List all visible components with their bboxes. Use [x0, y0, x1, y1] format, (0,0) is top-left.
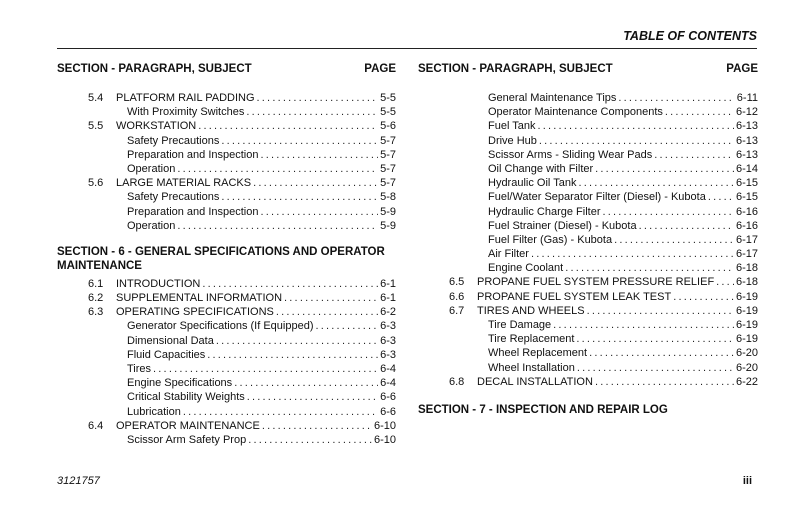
- toc-entry-number: 6.6: [449, 290, 465, 303]
- toc-entry-page: 6-18: [735, 262, 758, 275]
- toc-entry-number: 6.3: [88, 306, 104, 319]
- toc-entry-page: 6-4: [380, 377, 396, 390]
- toc-entry-label: LARGE MATERIAL RACKS: [116, 177, 252, 190]
- toc-entry[interactable]: [418, 105, 758, 119]
- toc-entry-page: 6-10: [373, 433, 396, 446]
- toc-entry-page: 5-9: [380, 205, 396, 218]
- toc-entry[interactable]: [57, 390, 396, 404]
- toc-entry-label: Critical Stability Weights: [127, 391, 245, 404]
- toc-entry-page: 6-6: [380, 391, 396, 404]
- toc-entry-label: Dimensional Data: [127, 334, 214, 347]
- toc-leader-dots: [673, 290, 734, 304]
- toc-entry[interactable]: [57, 419, 396, 433]
- toc-entry-label: Scissor Arm Safety Prop: [127, 433, 247, 446]
- toc-entry-page: 6-22: [735, 375, 758, 388]
- toc-entry[interactable]: [57, 319, 396, 333]
- toc-entry-page: 6-3: [380, 334, 396, 347]
- toc-entry-label: Fuel Filter (Gas) - Kubota: [488, 233, 613, 246]
- toc-entry-label: Hydraulic Oil Tank: [488, 177, 577, 190]
- toc-leader-dots: [538, 119, 734, 133]
- toc-entry-page: 5-5: [380, 92, 396, 104]
- toc-entry-label: Lubrication: [127, 405, 181, 418]
- toc-entry[interactable]: [57, 162, 396, 176]
- toc-entry-label: Oil Change with Filter: [488, 162, 594, 175]
- toc-entry-label: PLATFORM RAIL PADDING: [116, 92, 255, 104]
- toc-leader-dots: [654, 148, 734, 162]
- toc-entry-label: Operation: [127, 219, 176, 232]
- toc-leader-dots: [316, 319, 379, 333]
- toc-entry[interactable]: [57, 291, 396, 305]
- toc-leader-dots: [553, 318, 734, 332]
- column-heading-page: PAGE: [726, 63, 758, 75]
- toc-leader-dots: [614, 233, 734, 247]
- toc-entry-label: Fuel/Water Separator Filter (Diesel) - Kubota: [488, 191, 706, 204]
- toc-entry[interactable]: [57, 433, 396, 447]
- toc-leader-dots: [587, 304, 734, 318]
- toc-entry[interactable]: [418, 233, 758, 247]
- toc-entry-label: Operator Maintenance Components: [488, 106, 663, 119]
- toc-entry-page: 6-10: [373, 419, 396, 432]
- toc-entry[interactable]: [418, 247, 758, 261]
- toc-leader-dots: [153, 362, 378, 376]
- toc-entry-page: 6-13: [735, 148, 758, 161]
- toc-entry[interactable]: [57, 176, 396, 190]
- toc-leader-dots: [531, 247, 734, 261]
- toc-entry-label: Fluid Capacities: [127, 348, 206, 361]
- toc-entry[interactable]: [418, 119, 758, 133]
- toc-entry-label: General Maintenance Tips: [488, 92, 617, 104]
- toc-entry-label: Engine Specifications: [127, 377, 233, 390]
- toc-entry-page: 5-9: [380, 219, 396, 232]
- toc-entry-label: PROPANE FUEL SYSTEM LEAK TEST: [477, 290, 672, 303]
- toc-leader-dots: [183, 405, 378, 419]
- toc-entry[interactable]: [418, 91, 758, 105]
- toc-leader-dots: [595, 375, 734, 389]
- toc-entry[interactable]: [57, 277, 396, 291]
- toc-leader-dots: [221, 134, 378, 148]
- toc-entry-page: 6-3: [380, 320, 396, 333]
- toc-entry-label: Tire Replacement: [488, 333, 575, 346]
- toc-leader-dots: [253, 176, 378, 190]
- toc-entry-label: With Proximity Switches: [127, 106, 245, 119]
- toc-entry-label: Tires: [127, 363, 152, 375]
- toc-entry-label: Preparation and Inspection: [127, 148, 259, 161]
- toc-entry[interactable]: [57, 405, 396, 419]
- toc-column-left: [57, 63, 396, 447]
- toc-entry-label: OPERATING SPECIFICATIONS: [116, 306, 274, 319]
- toc-entry[interactable]: [418, 275, 758, 289]
- toc-entry-label: Wheel Installation: [488, 361, 575, 374]
- toc-entry-page: 5-7: [380, 162, 396, 175]
- toc-entry[interactable]: [418, 290, 758, 304]
- toc-entry[interactable]: [57, 305, 396, 319]
- toc-entry-page: 6-1: [380, 292, 396, 305]
- toc-entry[interactable]: [57, 91, 396, 105]
- toc-entry[interactable]: [57, 362, 396, 376]
- toc-entry[interactable]: [57, 119, 396, 133]
- toc-entry[interactable]: [418, 346, 758, 360]
- toc-leader-dots: [257, 91, 379, 105]
- column-heading-subject: SECTION - PARAGRAPH, SUBJECT: [57, 63, 252, 75]
- toc-entry-page: 6-13: [735, 120, 758, 133]
- toc-entry[interactable]: [418, 148, 758, 162]
- toc-entry-number: 6.7: [449, 304, 465, 317]
- toc-entry-number: 5.6: [88, 177, 104, 190]
- toc-leader-dots: [576, 332, 734, 346]
- toc-entry-number: 5.5: [88, 120, 104, 133]
- toc-entry-page: 6-13: [735, 134, 758, 147]
- toc-leader-dots: [260, 205, 378, 219]
- toc-entry-page: 6-11: [736, 92, 758, 104]
- toc-entry-label: Drive Hub: [488, 134, 537, 147]
- toc-leader-dots: [539, 134, 734, 148]
- toc-entry-page: 6-17: [735, 233, 758, 246]
- toc-entry-page: 6-20: [735, 361, 758, 374]
- toc-entry[interactable]: [418, 332, 758, 346]
- toc-leader-dots: [198, 119, 378, 133]
- toc-entry-number: 6.8: [449, 375, 465, 388]
- toc-entry-page: 6-17: [735, 248, 758, 261]
- toc-entry-label: Safety Precautions: [127, 191, 220, 204]
- column-heading-subject: SECTION - PARAGRAPH, SUBJECT: [418, 63, 613, 75]
- toc-leader-dots: [202, 277, 378, 291]
- toc-entry[interactable]: [418, 134, 758, 148]
- toc-leader-dots: [578, 176, 734, 190]
- toc-entry-page: 5-7: [380, 177, 396, 190]
- column-heading-page: PAGE: [364, 63, 396, 75]
- toc-entry-page: 6-3: [380, 348, 396, 361]
- toc-entry-label: DECAL INSTALLATION: [477, 375, 593, 388]
- toc-entry[interactable]: [418, 219, 758, 233]
- toc-entry-label: Fuel Strainer (Diesel) - Kubota: [488, 219, 637, 232]
- toc-leader-dots: [207, 348, 378, 362]
- toc-entry-page: 5-7: [380, 134, 396, 147]
- toc-column-right: [418, 63, 758, 417]
- toc-entry-page: 6-15: [735, 177, 758, 190]
- document-number: 3121757: [57, 475, 100, 487]
- toc-list-section6-continued: [418, 91, 758, 389]
- toc-entry-page: 6-2: [380, 306, 396, 319]
- toc-entry-page: 6-4: [380, 363, 396, 375]
- toc-leader-dots: [276, 305, 378, 319]
- toc-leader-dots: [602, 205, 733, 219]
- toc-entry[interactable]: [418, 361, 758, 375]
- toc-entry-label: Scissor Arms - Sliding Wear Pads: [488, 148, 653, 161]
- toc-leader-dots: [665, 105, 734, 119]
- toc-leader-dots: [177, 219, 378, 233]
- toc-entry-page: 6-16: [735, 219, 758, 232]
- toc-entry-label: TIRES AND WHEELS: [477, 304, 585, 317]
- toc-entry[interactable]: [57, 376, 396, 390]
- toc-entry-label: Fuel Tank: [488, 120, 536, 133]
- toc-entry[interactable]: [57, 205, 396, 219]
- toc-entry-page: 6-20: [735, 347, 758, 360]
- toc-entry-page: 5-8: [380, 191, 396, 204]
- toc-entry-label: Engine Coolant: [488, 262, 564, 275]
- toc-entry[interactable]: [57, 148, 396, 162]
- toc-entry-label: PROPANE FUEL SYSTEM PRESSURE RELIEF: [477, 276, 715, 289]
- column-header: [57, 63, 396, 79]
- toc-list-section6: [57, 277, 396, 447]
- toc-entry-number: 5.4: [88, 92, 104, 104]
- page-number: iii: [742, 475, 752, 487]
- toc-entry-page: 5-5: [380, 106, 396, 119]
- toc-leader-dots: [618, 91, 734, 105]
- toc-entry-page: 5-6: [380, 120, 396, 133]
- toc-entry-number: 6.5: [449, 276, 465, 289]
- toc-leader-dots: [565, 261, 734, 275]
- toc-entry[interactable]: [418, 190, 758, 204]
- toc-entry[interactable]: [57, 219, 396, 233]
- toc-entry-page: 6-18: [735, 276, 758, 289]
- toc-entry[interactable]: [418, 375, 758, 389]
- toc-leader-dots: [247, 390, 378, 404]
- toc-entry[interactable]: [418, 318, 758, 332]
- toc-leader-dots: [246, 105, 378, 119]
- toc-leader-dots: [216, 334, 378, 348]
- toc-entry[interactable]: [418, 176, 758, 190]
- toc-leader-dots: [589, 346, 734, 360]
- toc-leader-dots: [248, 433, 372, 447]
- toc-entry-page: 6-19: [735, 319, 758, 331]
- toc-entry-page: 6-19: [735, 333, 758, 346]
- toc-entry-page: 6-12: [735, 106, 758, 119]
- toc-entry[interactable]: [418, 205, 758, 219]
- toc-entry-label: WORKSTATION: [116, 120, 197, 133]
- toc-entry-page: 6-15: [735, 191, 758, 204]
- toc-leader-dots: [716, 275, 734, 289]
- toc-entry-label: Wheel Replacement: [488, 347, 588, 360]
- toc-entry-page: 6-14: [735, 162, 758, 175]
- toc-entry-page: 6-6: [380, 405, 396, 418]
- toc-entry-label: Hydraulic Charge Filter: [488, 205, 601, 218]
- toc-entry-number: 6.2: [88, 292, 104, 305]
- toc-entry[interactable]: [57, 105, 396, 119]
- toc-entry-number: 6.4: [88, 419, 104, 432]
- toc-entry[interactable]: [57, 348, 396, 362]
- toc-leader-dots: [221, 190, 378, 204]
- toc-entry[interactable]: [418, 304, 758, 318]
- toc-leader-dots: [708, 190, 734, 204]
- toc-leader-dots: [577, 361, 734, 375]
- section-6-title[interactable]: SECTION - 6 - GENERAL SPECIFICATIONS AND OPERATOR MAINTENANCE: [57, 245, 385, 272]
- toc-entry-label: Generator Specifications (If Equipped): [127, 320, 314, 333]
- toc-entry-label: INTRODUCTION: [116, 277, 201, 290]
- toc-entry-page: 6-19: [735, 304, 758, 317]
- toc-entry[interactable]: [57, 334, 396, 348]
- column-header: [418, 63, 758, 79]
- toc-entry-label: Safety Precautions: [127, 134, 220, 147]
- toc-leader-dots: [177, 162, 378, 176]
- toc-leader-dots: [262, 419, 372, 433]
- toc-entry-number: 6.1: [88, 277, 104, 290]
- toc-entry[interactable]: [57, 190, 396, 204]
- toc-entry-page: 6-1: [380, 277, 396, 290]
- toc-leader-dots: [284, 291, 378, 305]
- toc-leader-dots: [639, 219, 734, 233]
- toc-entry-label: SUPPLEMENTAL INFORMATION: [116, 292, 283, 305]
- toc-leader-dots: [234, 376, 378, 390]
- toc-entry-page: 6-16: [735, 205, 758, 218]
- toc-entry[interactable]: [418, 261, 758, 275]
- toc-leader-dots: [260, 148, 378, 162]
- toc-entry[interactable]: [418, 162, 758, 176]
- toc-entry-page: 5-7: [380, 148, 396, 161]
- toc-entry-label: Tire Damage: [488, 319, 552, 331]
- toc-list-section5: [57, 91, 396, 233]
- toc-entry[interactable]: [57, 134, 396, 148]
- header-divider: [57, 48, 757, 49]
- toc-entry-label: Air Filter: [488, 248, 529, 261]
- toc-entry-label: Operation: [127, 162, 176, 175]
- toc-entry-label: OPERATOR MAINTENANCE: [116, 419, 260, 432]
- section-7-title[interactable]: SECTION - 7 - INSPECTION AND REPAIR LOG: [418, 403, 668, 416]
- toc-entry-label: Preparation and Inspection: [127, 205, 259, 218]
- page-header-title: TABLE OF CONTENTS: [623, 29, 757, 43]
- toc-entry-page: 6-19: [735, 290, 758, 303]
- toc-leader-dots: [595, 162, 734, 176]
